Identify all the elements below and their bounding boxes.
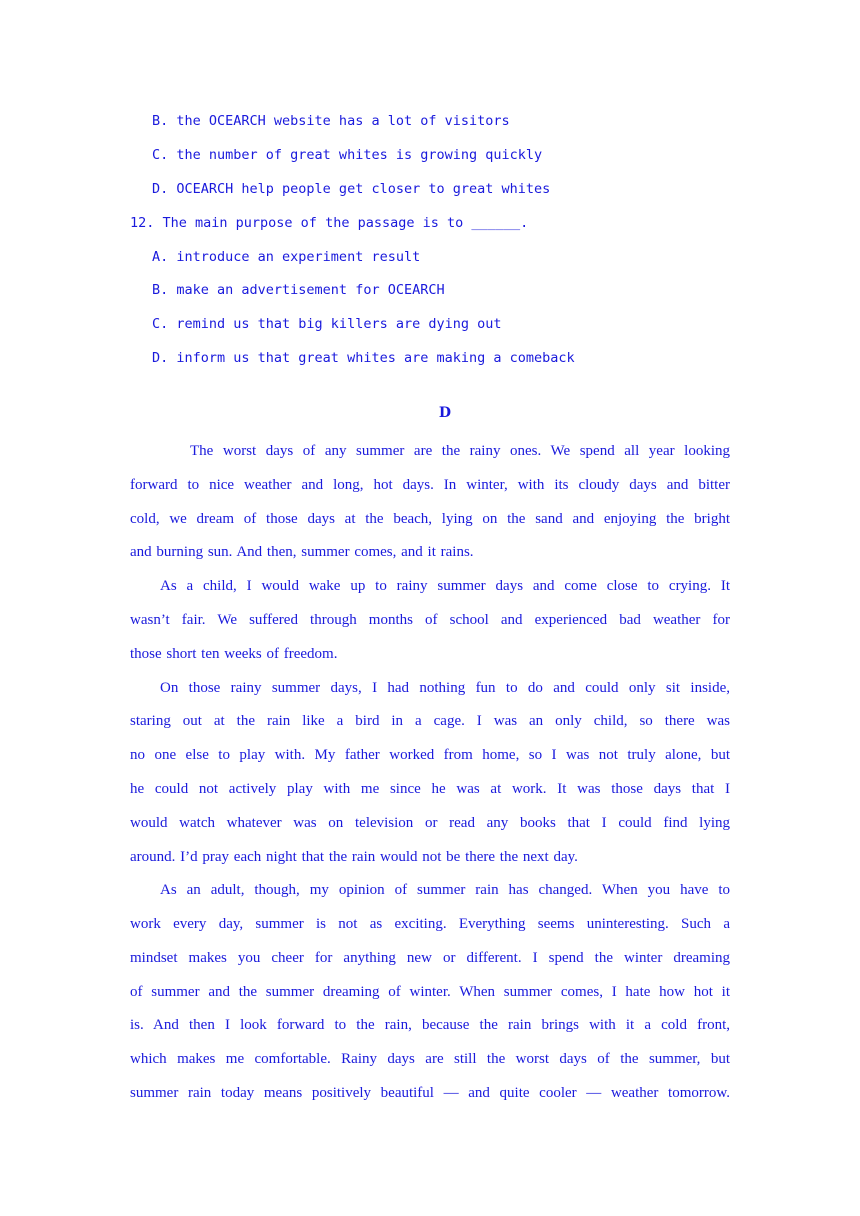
q12-option-d: D. inform us that great whites are making a comeback bbox=[152, 350, 575, 366]
passage-line: would watch whatever was on television or read any books that I could find lying bbox=[130, 815, 730, 831]
passage-line: summer rain today means positively beautiful — and quite cooler — weather tomorrow. bbox=[130, 1085, 730, 1101]
q12-option-a: A. introduce an experiment result bbox=[152, 249, 421, 265]
passage-line: forward to nice weather and long, hot days. In winter, with its cloudy days and bitter bbox=[130, 477, 730, 493]
passage-line: cold, we dream of those days at the beach, lying on the sand and enjoying the bright bbox=[130, 511, 730, 527]
passage-line: and burning sun. And then, summer comes, and it rains. bbox=[130, 544, 474, 560]
passage-line: those short ten weeks of freedom. bbox=[130, 646, 338, 662]
passage-line: wasn’t fair. We suffered through months of school and experienced bad weather for bbox=[130, 612, 730, 628]
passage-line: On those rainy summer days, I had nothing fun to do and could only sit inside, bbox=[160, 680, 730, 696]
passage-line: staring out at the rain like a bird in a cage. I was an only child, so there was bbox=[130, 713, 730, 729]
passage-line: around. I’d pray each night that the rain would not be there the next day. bbox=[130, 849, 578, 865]
q12-option-c: C. remind us that big killers are dying out bbox=[152, 316, 502, 332]
passage-line: As a child, I would wake up to rainy summer days and come close to crying. It bbox=[160, 578, 730, 594]
passage-line: As an adult, though, my opinion of summer rain has changed. When you have to bbox=[160, 882, 730, 898]
section-title: D bbox=[438, 405, 452, 421]
q11-option-d: D. OCEARCH help people get closer to great whites bbox=[152, 181, 551, 197]
passage-line: no one else to play with. My father worked from home, so I was not truly alone, but bbox=[130, 747, 730, 763]
passage-line: he could not actively play with me since he was at work. It was those days that I bbox=[130, 781, 730, 797]
passage-line: work every day, summer is not as exciting. Everything seems uninteresting. Such a bbox=[130, 916, 730, 932]
q12-option-b: B. make an advertisement for OCEARCH bbox=[152, 282, 445, 298]
q12-question: 12. The main purpose of the passage is to ______. bbox=[130, 215, 529, 231]
q11-option-b: B. the OCEARCH website has a lot of visitors bbox=[152, 113, 510, 129]
passage-line: The worst days of any summer are the rainy ones. We spend all year looking bbox=[190, 443, 730, 459]
passage-line: is. And then I look forward to the rain, because the rain brings with it a cold front, bbox=[130, 1017, 730, 1033]
passage-line: which makes me comfortable. Rainy days are still the worst days of the summer, but bbox=[130, 1051, 730, 1067]
passage-line: mindset makes you cheer for anything new or different. I spend the winter dreaming bbox=[130, 950, 730, 966]
q11-option-c: C. the number of great whites is growing quickly bbox=[152, 147, 543, 163]
passage-line: of summer and the summer dreaming of winter. When summer comes, I hate how hot it bbox=[130, 984, 730, 1000]
